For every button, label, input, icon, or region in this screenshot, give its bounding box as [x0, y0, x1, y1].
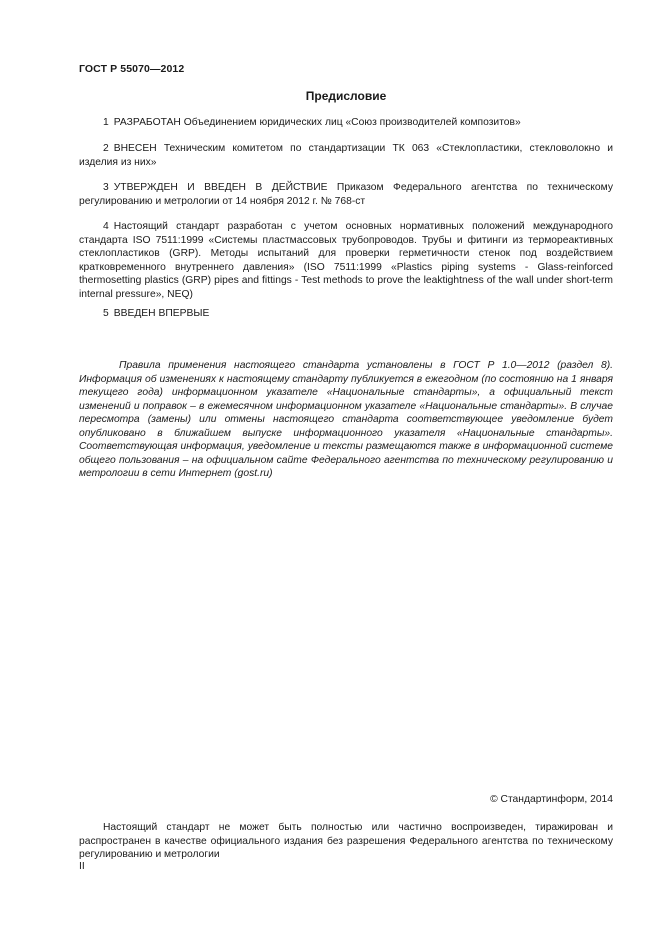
foreword-item-4	[79, 220, 613, 302]
item-number: 1	[103, 117, 109, 128]
item-text: РАЗРАБОТАН Объединением юридических лиц «Союз производителей композитов»	[113, 117, 521, 128]
item-text: Настоящий стандарт разработан с учетом основных нормативных положений международного стандарта ISO 7511:1999 «Системы пластмассовых трубопроводов. Трубы и фитинги из термореактивных стеклопластиков (GRP). Методы испытаний для проверки герметичности стенок под воздействием кратковременного внутреннего давления» (ISO 7511:1999 «Plastics piping systems - Glass-reinforced thermosetting plastics (GRP) pipes and fittings - Test methods to prove the leaktightness of the wall under short-term internal pressure», NEQ)	[79, 221, 613, 300]
item-number: 4	[103, 221, 109, 232]
page-number: II	[79, 861, 85, 872]
item-text: УТВЕРЖДЕН И ВВЕДЕН В ДЕЙСТВИЕ Приказом Федерального агентства по техническому регулированию и метрологии от 14 ноября 2012 г. № 768-ст	[79, 182, 613, 207]
foreword-item-5	[79, 307, 613, 321]
application-notice: Правила применения настоящего стандарта установлены в ГОСТ Р 1.0—2012 (раздел 8). Информация об изменениях к настоящему стандарту публикуется в ежегодном (по состоянию на 1 января текущего года) информационном указателе «Национальные стандарты», а официальный текст изменений и поправок – в ежемесячном информационном указателе «Национальные стандарты». В случае пересмотра (замены) или отмены настоящего стандарта соответствующее уведомление будет опубликовано в ближайшем выпуске информационного указателя «Национальные стандарты». Соответствующая информация, уведомление и тексты размещаются также в информационной системе общего пользования – на официальном сайте Федерального агентства по техническому регулированию и метрологии в сети Интернет (gost.ru)	[79, 360, 613, 479]
section-title: Предисловие	[305, 89, 387, 103]
item-text: ВНЕСЕН Техническим комитетом по стандартизации ТК 063 «Стеклопластики, стекловолокно и изделия из них»	[79, 143, 613, 168]
document-code: ГОСТ Р 55070—2012	[79, 63, 185, 75]
item-text: ВВЕДЕН ВПЕРВЫЕ	[113, 308, 210, 319]
item-number: 3	[103, 182, 109, 193]
item-number: 2	[103, 143, 109, 154]
reproduction-notice: Настоящий стандарт не может быть полностью или частично воспроизведен, тиражирован и распространен в качестве официального издания без разрешения Федерального агентства по техническому регулированию и метрологии	[79, 822, 613, 861]
foreword-item-3	[79, 181, 613, 208]
copyright-line: © Стандартинформ, 2014	[490, 794, 613, 805]
foreword-item-2	[79, 142, 613, 169]
item-number: 5	[103, 308, 109, 319]
foreword-item-1	[79, 116, 613, 130]
